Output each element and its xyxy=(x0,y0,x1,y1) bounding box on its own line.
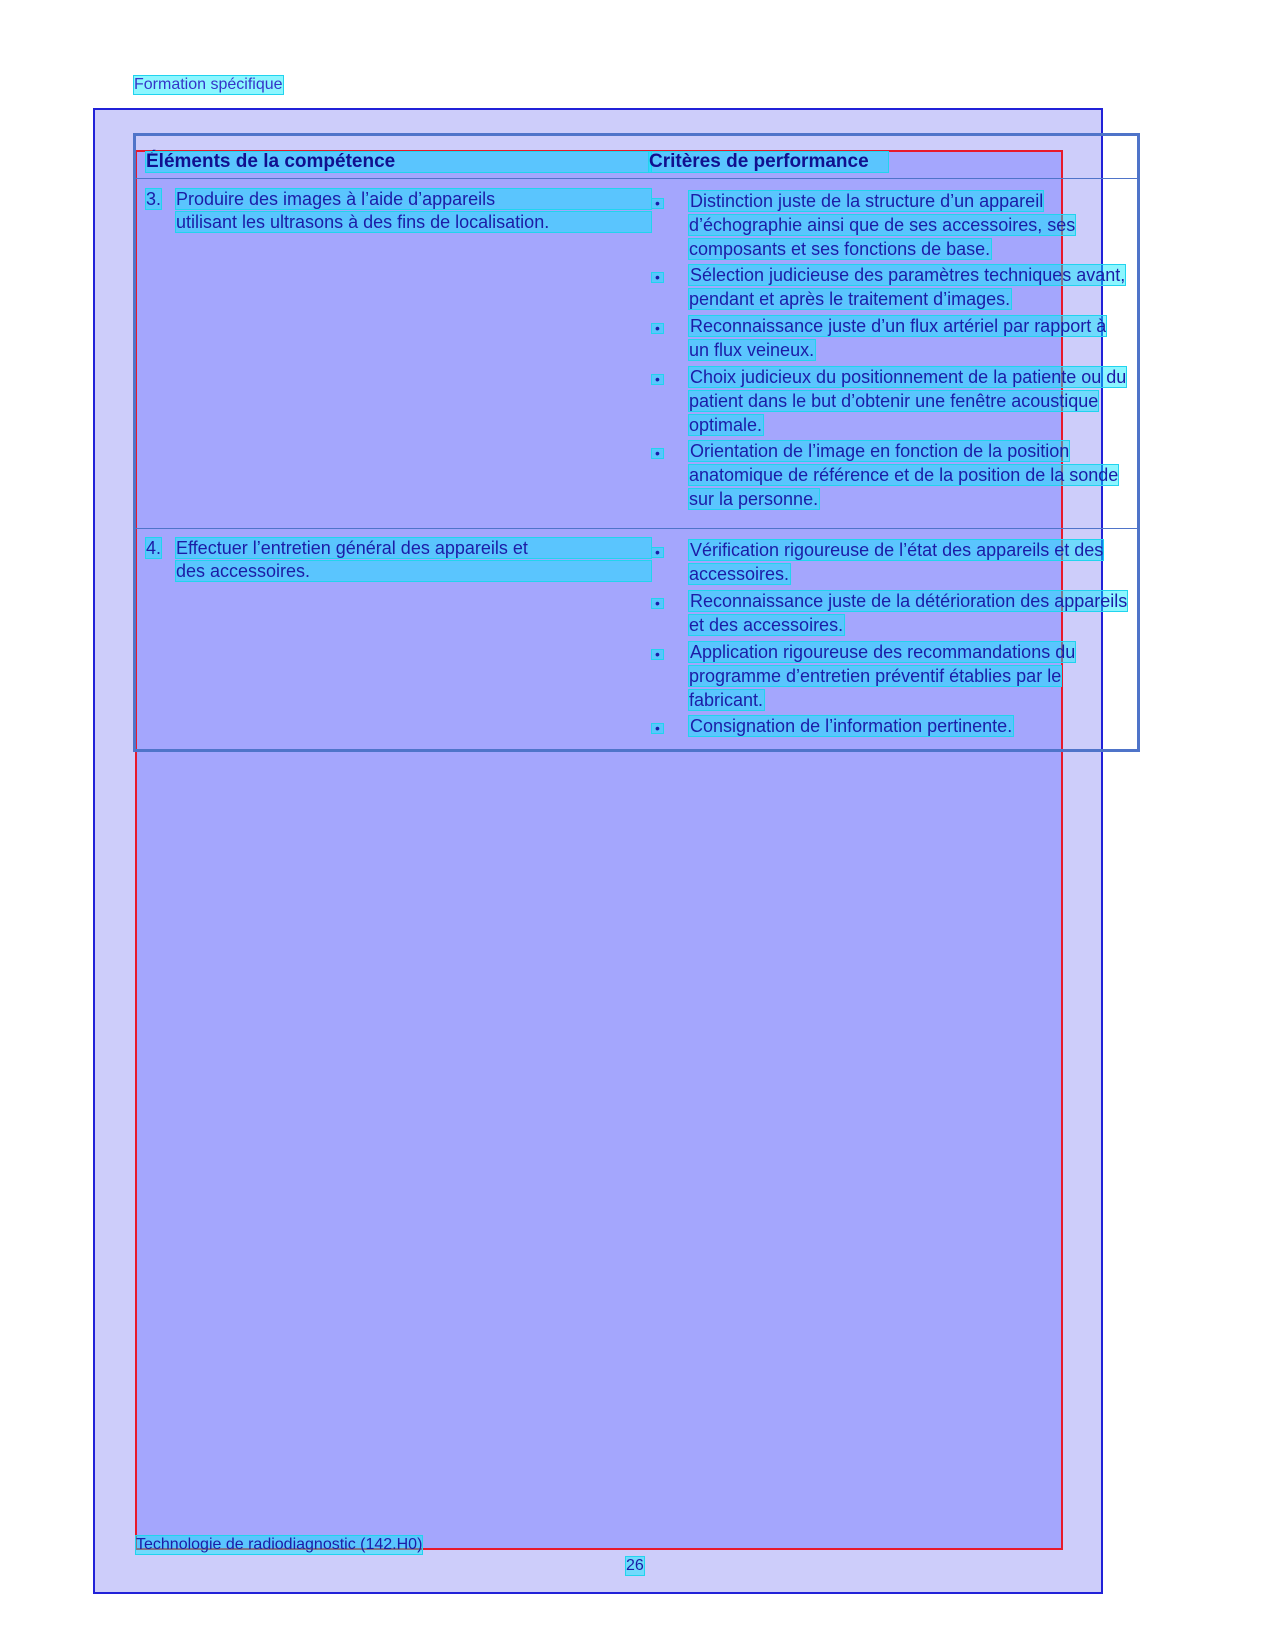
criterion-text: Choix judicieux du positionnement de la patiente ou du patient dans le but d’obtenir une fenêtre acoustique optimale. xyxy=(689,367,1127,435)
criterion-item xyxy=(689,365,1129,437)
criterion-text: Vérification rigoureuse de l’état des appareils et des accessoires. xyxy=(689,540,1104,584)
bullet-icon: • xyxy=(652,375,663,384)
criterion-text: Reconnaissance juste d’un flux artériel par rapport à un flux veineux. xyxy=(689,316,1107,360)
competence-table xyxy=(133,133,1140,752)
element-text-line: utilisant les ultrasons à des fins de localisation. xyxy=(176,212,651,232)
criterion-item xyxy=(689,714,1129,738)
bullet-icon: • xyxy=(652,449,663,458)
footer-program-title: Technologie de radiodiagnostic (142.H0) xyxy=(136,1536,423,1553)
criterion-text: Application rigoureuse des recommandations du programme d’entretien préventif établies par le fabricant. xyxy=(689,642,1076,710)
bullet-icon: • xyxy=(652,599,663,608)
column-header-elements: Éléments de la compétence xyxy=(146,152,651,172)
bullet-icon: • xyxy=(652,724,663,733)
criterion-text: Orientation de l’image en fonction de la position anatomique de référence et de la position de la sonde sur la personne. xyxy=(689,441,1119,509)
header-divider xyxy=(136,178,1137,179)
criterion-text: Reconnaissance juste de la détérioration des appareils et des accessoires. xyxy=(689,591,1128,635)
criterion-item xyxy=(689,189,1129,261)
criterion-item xyxy=(689,439,1129,511)
bullet-icon: • xyxy=(652,324,663,333)
criterion-text: Distinction juste de la structure d’un appareil d’échographie ainsi que de ses accessoires, ses composants et ses fonctions de base. xyxy=(689,191,1076,259)
element-number: 4. xyxy=(146,538,162,558)
element-text-line: Effectuer l’entretien général des appareils et xyxy=(176,538,651,558)
criterion-item xyxy=(689,589,1129,637)
criterion-item xyxy=(689,314,1129,362)
page-number: 26 xyxy=(626,1557,644,1574)
bullet-icon: • xyxy=(652,199,663,208)
running-header: Formation spécifique xyxy=(134,76,283,93)
criterion-text: Consignation de l’information pertinente. xyxy=(690,716,1013,736)
element-number: 3. xyxy=(146,189,162,209)
criterion-text: Sélection judicieuse des paramètres techniques avant, pendant et après le traitement d’images. xyxy=(689,265,1126,309)
element-text-line: Produire des images à l’aide d’appareils xyxy=(176,189,651,209)
bullet-icon: • xyxy=(652,273,663,282)
row-divider xyxy=(136,528,1137,529)
element-text-line: des accessoires. xyxy=(176,561,651,581)
bullet-icon: • xyxy=(652,548,663,557)
criterion-item xyxy=(689,263,1129,311)
criterion-item xyxy=(689,640,1129,712)
column-header-criteria: Critères de performance xyxy=(649,152,888,172)
bullet-icon: • xyxy=(652,650,663,659)
criterion-item xyxy=(689,538,1129,586)
